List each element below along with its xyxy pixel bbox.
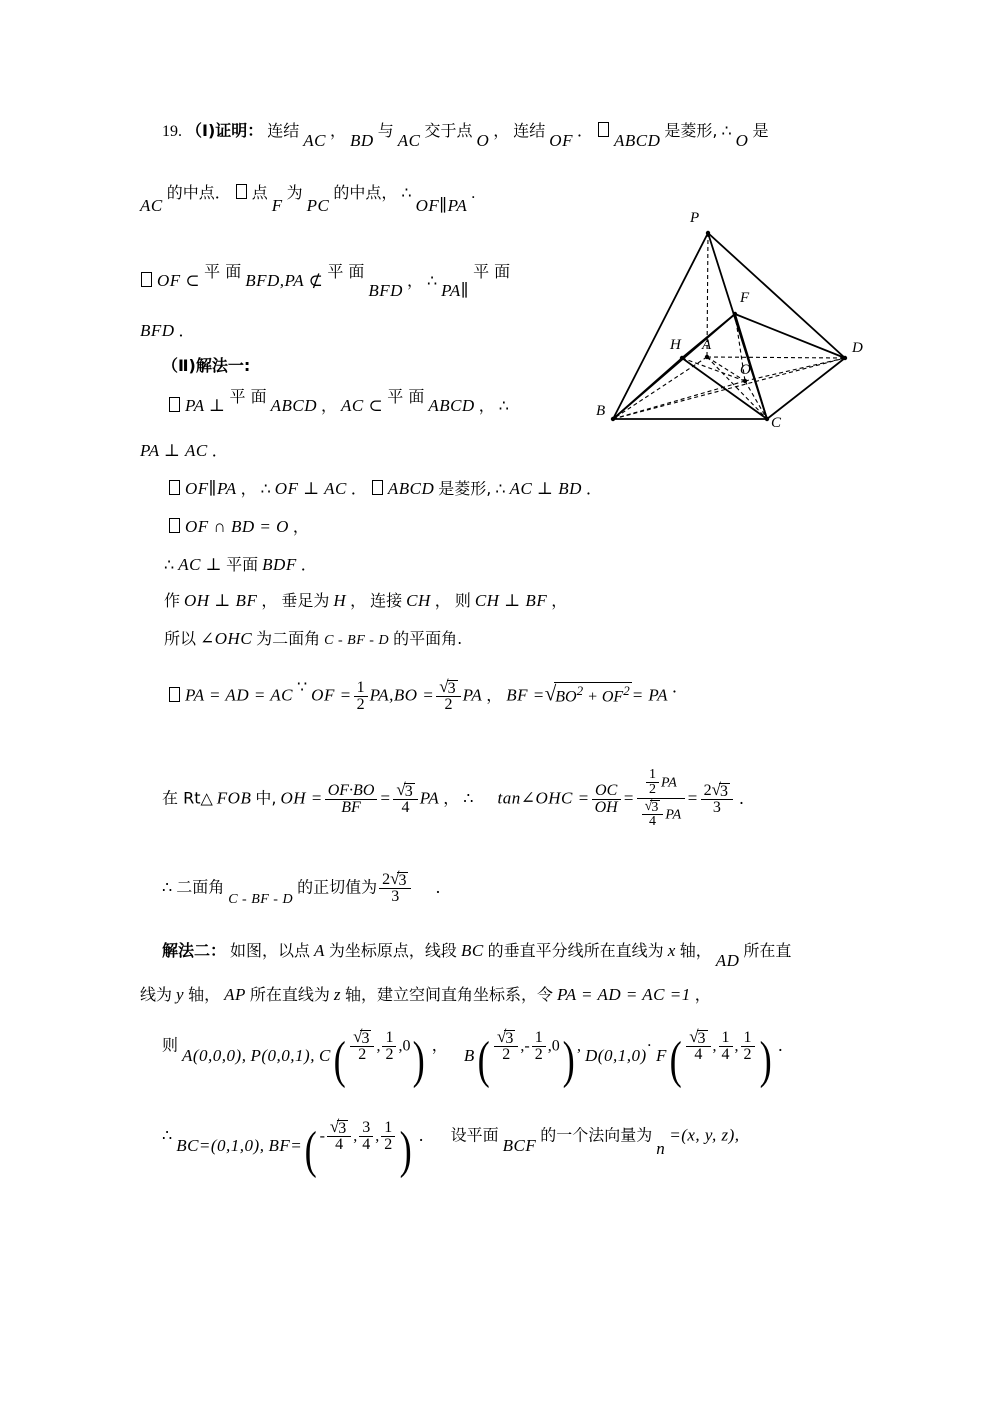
m-abcd-1: ABCD <box>613 131 661 150</box>
m-ac-3: AC <box>140 196 163 215</box>
plane-1: 平 面 <box>204 262 242 281</box>
eq2-m1: FOB <box>216 788 252 808</box>
m-o-1: O <box>476 131 490 150</box>
m-of-perp-ac: OF ⊥ AC <box>274 479 347 498</box>
plane-3: 平 面 <box>473 262 511 281</box>
c-4: ， <box>292 517 309 536</box>
m-f-1: F <box>271 196 283 215</box>
m2-z: z <box>333 985 341 1004</box>
vertex-label-F: F <box>740 290 750 306</box>
frac-ofbo-bf: $\frac{OF\cdot BO}{BF}$ <box>325 783 378 817</box>
m2-c1: ， <box>694 985 711 1004</box>
coord-b-sign: - <box>524 1037 530 1055</box>
frac-2sqrt3-3: $\frac{2√3}{3}$ <box>701 781 733 817</box>
vector-arrow-bf: ⃞⃞⃗ <box>267 1122 293 1135</box>
m2-A: A <box>314 941 325 960</box>
t5: 是菱形, <box>664 121 718 140</box>
frac-f-z: $\frac{1}{2}$ <box>741 1030 755 1064</box>
eq2-m4: tan∠OHC = <box>497 788 590 808</box>
m2-t2: 为坐标原点，线段 <box>328 941 457 960</box>
pyramid-svg <box>586 212 886 447</box>
box-glyph-5 <box>169 480 180 495</box>
frac-bf-y: $\frac{3}{4}$ <box>359 1120 373 1154</box>
eq1-m5: BF = <box>506 685 545 705</box>
c2: ， <box>493 121 510 140</box>
method2-tag: 解法二： <box>162 941 227 960</box>
m-of-pa: OF∥PA <box>415 196 468 215</box>
m-c-bf-d-1: C - BF - D <box>324 633 390 648</box>
solid-edges <box>613 233 845 419</box>
eq1-m1: PA = AD = AC <box>185 685 293 705</box>
dot8: ． <box>672 678 689 696</box>
t-dihedral-2: 二面角 <box>176 877 225 897</box>
vertex-label-B: B <box>596 403 606 419</box>
m-o-2: O <box>735 131 749 150</box>
t4: 连结 <box>513 121 546 140</box>
vertex-label-O: O <box>740 362 751 378</box>
vector-bc-value: =(0,1,0), <box>198 1135 265 1155</box>
coord-B-label: B <box>463 1045 475 1065</box>
because-1: ∵ <box>296 678 308 696</box>
m2-BC: BC <box>460 941 484 960</box>
plane-5: 平 面 <box>387 387 425 406</box>
vector-bf: ⃞⃞⃗ BF <box>267 1122 293 1155</box>
t9: 为 <box>286 183 303 202</box>
vertex-dot-A <box>705 355 709 359</box>
eq2-m3: PA <box>419 788 440 808</box>
m-bdf: BDF <box>262 555 297 574</box>
box-glyph-7 <box>169 518 180 533</box>
t-rhombus: 是菱形, <box>438 479 492 498</box>
line-part2-1 <box>168 387 509 416</box>
method2-line-2 <box>140 982 711 1005</box>
part1-tag: （Ⅰ)证明： <box>186 121 264 140</box>
m-abcd-4: ABCD <box>387 479 435 498</box>
eq1-m2: OF = <box>311 685 352 705</box>
frac-half-1: $\frac{1}{2}$ <box>354 680 368 714</box>
c-2: ， <box>478 398 495 415</box>
vec-t1: 设平面 <box>450 1125 499 1145</box>
c1: ， <box>330 121 347 140</box>
coord-c-z: 0 <box>402 1037 411 1055</box>
m-ch: CH <box>406 591 431 610</box>
equation-1 <box>168 678 688 714</box>
t-so: 所以 <box>164 629 197 648</box>
m-ch-perp-bf: CH ⊥ BF <box>474 591 548 610</box>
edge-dashed-AD <box>707 357 845 358</box>
vector-arrow-bc: ⃞⃞⃗ <box>175 1122 200 1135</box>
therefore-2: ∴ <box>401 185 412 202</box>
m2-t5: 所在直 <box>743 941 792 960</box>
m2-t7: 轴， <box>188 985 221 1004</box>
t-tanvalue: 的正切值为 <box>297 877 378 897</box>
c-8: ， <box>551 591 568 610</box>
m2-t4: 轴， <box>679 941 712 960</box>
c-5: ， <box>261 591 278 610</box>
m-abcd-2: ABCD <box>270 396 317 415</box>
line-part1-a <box>162 118 769 150</box>
therefore-5: ∴ <box>260 481 271 498</box>
m-ac-1: AC <box>303 131 327 150</box>
dot5: ． <box>350 481 367 498</box>
line-part2-3 <box>168 476 602 499</box>
therefore-10: ∴ <box>162 1127 173 1145</box>
box-glyph-1 <box>598 122 609 137</box>
m-c-bf-d-2: C - BF - D <box>228 891 294 907</box>
eq2-eq: = <box>379 788 392 808</box>
eq2-t1: 在 Rt△ <box>162 788 213 808</box>
m-pa-par: PA∥ <box>441 281 470 300</box>
conclusion-line <box>162 870 451 906</box>
frac-sqrt3-2: $\frac{√3}{2}$ <box>436 678 460 714</box>
line-part2-tag <box>162 353 250 376</box>
m-of-1: OF <box>549 131 573 150</box>
coord-b-z: 0 <box>551 1037 560 1055</box>
t-then: 则 <box>454 591 471 610</box>
coord-D: D(0,1,0) <box>585 1045 647 1065</box>
m-ac-2: AC <box>397 131 421 150</box>
therefore-1: ∴ <box>721 123 732 140</box>
m2-t9: 轴，建立空间直角坐标系，令 <box>345 985 554 1004</box>
eq2-eq3: = <box>686 788 699 808</box>
c-1: ， <box>321 398 338 415</box>
therefore-7: ∴ <box>164 557 175 574</box>
dot10: ． <box>435 879 452 897</box>
edge-solid-CD <box>767 358 845 419</box>
dot4: ． <box>211 443 228 460</box>
m-bfd-pa: BFD,PA ⊄ <box>245 271 324 290</box>
m-h: H <box>333 591 347 610</box>
box-glyph-8 <box>169 687 180 702</box>
coordinates-line: 则 A(0,0,0), P(0,0,1), C( $\frac{√3}{2}$ , $\frac{1}{2}$ ,0) ， B( $\frac{√3}{2}$ ,- $\frac{1}{2}$ ,0) , D(0,1,0)· F( $\frac{√3}{4}$ , $\frac{1}{4}$ , $\frac{1}{2}$ ) ． <box>162 1027 794 1089</box>
eq1-m3: PA,BO = <box>369 685 435 705</box>
coord-c1: ， <box>431 1035 448 1055</box>
eq1-c1: ， <box>486 685 503 705</box>
plane-2: 平 面 <box>327 262 365 281</box>
vertex-dot-O <box>743 379 747 383</box>
line-part1-c <box>140 262 511 300</box>
line-part2-6 <box>164 588 567 611</box>
vec-t2: 的一个法向量为 <box>540 1125 653 1145</box>
dot2: . <box>471 185 476 202</box>
t7: 的中点． <box>166 183 231 202</box>
m-bfd-2: BFD <box>140 321 175 340</box>
eq2-eq2: = <box>622 788 635 808</box>
therefore-8: ∴ <box>463 790 474 808</box>
line-part2-7 <box>164 626 462 649</box>
m-bfd-1: BFD <box>368 281 403 300</box>
equation-2 <box>162 768 755 829</box>
m2-t3: 的垂直平分线所在直线为 <box>487 941 664 960</box>
eq1-m6: = PA <box>631 685 669 705</box>
eq2-c1: ， <box>443 788 460 808</box>
t3: 交于点 <box>424 121 473 140</box>
c-3: ， <box>240 479 257 498</box>
pyramid-diagram <box>586 212 886 447</box>
therefore-9: ∴ <box>162 879 173 897</box>
comma-1: ， <box>406 271 423 290</box>
vertex-label-D: D <box>852 340 863 356</box>
dot1: ． <box>576 123 593 140</box>
m-abcd-3: ABCD <box>428 396 475 415</box>
box-glyph-2 <box>236 184 247 199</box>
frac-oc-oh: $\frac{OC}{OH}$ <box>592 783 621 817</box>
vertex-dot-D <box>843 356 847 360</box>
vertex-label-A: A <box>702 337 712 353</box>
edge-dashed-OB <box>613 381 745 419</box>
vectors-line: ∴ ⃞⃞⃗ BC=(0,1,0), ⃞⃞⃗ BF=( - $\frac{√3}{4}$ , $\frac{3}{4}$ , $\frac{1}{2}$ ) ． 设平面 BCF 的一个法向量为 n =(x, y, z), <box>162 1117 740 1179</box>
t-zuo: 作 <box>164 591 181 610</box>
dot7: ． <box>300 557 317 574</box>
edge-solid-FD <box>735 314 845 358</box>
t10: 的中点， <box>333 183 398 202</box>
t-foot: 垂足为 <box>281 591 330 610</box>
m2-t8: 所在直线为 <box>249 985 330 1004</box>
vertex-dot-H <box>680 356 684 360</box>
plane-6: 平面 <box>226 555 259 574</box>
therefore-4: ∴ <box>498 398 509 415</box>
m-pc: PC <box>306 196 330 215</box>
vertex-label-H: H <box>670 337 681 353</box>
box-glyph-3 <box>141 272 152 287</box>
eq2-m2: OH = <box>280 788 323 808</box>
vec-bf-sign: - <box>319 1127 325 1145</box>
m2-x: x <box>667 941 676 960</box>
dot3: ． <box>178 323 195 340</box>
c-6: ， <box>350 591 367 610</box>
vertex-label-C: C <box>771 415 782 431</box>
vec-n: n <box>656 1138 666 1158</box>
edge-solid-HC <box>682 358 767 419</box>
coord-c3: · <box>646 1037 652 1055</box>
vector-bf-eq: = <box>290 1135 303 1155</box>
m-pa-perp-ac: PA ⊥ AC <box>140 441 208 460</box>
frac-result: $\frac{2√3}{3}$ <box>379 870 411 906</box>
t-connect: 连接 <box>370 591 403 610</box>
t-planeangle: 的平面角. <box>393 629 463 648</box>
part2-tag: （Ⅱ)解法一: <box>162 356 251 375</box>
m-of-subset: OF ⊂ <box>157 271 201 290</box>
vec-bcf: BCF <box>502 1135 537 1155</box>
coord-t1: 则 <box>162 1035 179 1055</box>
eq1-m4: PA <box>462 685 483 705</box>
dot9: ． <box>739 790 756 808</box>
dot11: ． <box>777 1037 794 1055</box>
vertex-label-P: P <box>690 212 700 226</box>
vertex-dot-C <box>765 417 769 421</box>
coord-C-label: C <box>318 1045 331 1065</box>
vertex-dot-B <box>611 417 615 421</box>
therefore-3: ∴ <box>426 273 438 290</box>
t6: 是 <box>752 121 769 140</box>
frac-bf-z: $\frac{1}{2}$ <box>381 1120 395 1154</box>
line-part2-5 <box>164 552 317 575</box>
line-part2-4 <box>168 514 309 537</box>
frac-c-x: $\frac{√3}{2}$ <box>350 1028 374 1064</box>
coord-F-label: F <box>655 1045 667 1065</box>
t8: 点 <box>251 183 268 202</box>
frac-c-y: $\frac{1}{2}$ <box>382 1030 396 1064</box>
line-part1-d <box>140 318 195 341</box>
m-angle-ohc: ∠OHC <box>200 629 253 648</box>
m-oh-perp-bf: OH ⊥ BF <box>184 591 258 610</box>
m-ac-subset: AC ⊂ <box>341 396 384 415</box>
m-of-pa-2: OF∥PA <box>185 479 237 498</box>
coord-c2: , <box>577 1037 582 1055</box>
m2-t6: 线为 <box>140 985 173 1004</box>
m-ac-perp: AC ⊥ <box>178 555 223 574</box>
frac-sqrt3-4: $\frac{√3}{4}$ <box>393 781 417 817</box>
radical-bo2-of2: $√BO^2 + OF^2$ <box>544 681 630 706</box>
therefore-6: ∴ <box>495 481 506 498</box>
vec-n-value: =(x, y, z), <box>669 1125 740 1145</box>
dot12: ． <box>418 1127 435 1145</box>
coord-A: A(0,0,0), <box>182 1045 247 1065</box>
m2-t1: 如图，以点 <box>230 941 311 960</box>
frac-b-x: $\frac{√3}{2}$ <box>494 1028 518 1064</box>
m2-AD: AD <box>715 951 740 970</box>
frac-bf-x: $\frac{√3}{4}$ <box>327 1118 351 1154</box>
problem-number: 19. <box>162 123 182 140</box>
t1: 连结 <box>267 121 300 140</box>
frac-b-y: $\frac{1}{2}$ <box>532 1030 546 1064</box>
frac-compound: $\frac{1}{2}$ PA $\frac{√3}{4}$ PA <box>637 768 685 829</box>
m-ac-perp-bd: AC ⊥ BD <box>509 479 582 498</box>
m2-eq: PA = AD = AC =1 <box>557 985 691 1004</box>
dot6: ． <box>585 481 602 498</box>
vector-bc: ⃞⃞⃗ BC <box>175 1122 200 1155</box>
plane-4: 平 面 <box>229 387 267 406</box>
edge-solid-PB <box>613 233 708 419</box>
eq2-t2: 中, <box>255 788 277 808</box>
frac-f-x: $\frac{√3}{4}$ <box>686 1028 710 1064</box>
t-dihedral: 为二面角 <box>256 629 321 648</box>
line-part1-b <box>140 180 476 215</box>
c-7: ， <box>434 591 451 610</box>
m-of-cap-bd: OF ∩ BD = O <box>185 517 289 536</box>
m2-AP: AP <box>224 985 246 1004</box>
method2-line-1 <box>162 938 792 970</box>
frac-f-y: $\frac{1}{4}$ <box>719 1030 733 1064</box>
box-glyph-6 <box>372 480 383 495</box>
m2-y: y <box>176 985 185 1004</box>
t2: 与 <box>377 121 394 140</box>
m-pa-perp: PA ⊥ <box>185 396 226 415</box>
box-glyph-4 <box>169 397 180 412</box>
vertex-dot-F <box>733 312 737 316</box>
vertex-dot-P <box>706 231 710 235</box>
m-bd: BD <box>350 131 374 150</box>
line-part2-2 <box>140 438 228 461</box>
coord-P: P(0,0,1), <box>250 1045 315 1065</box>
